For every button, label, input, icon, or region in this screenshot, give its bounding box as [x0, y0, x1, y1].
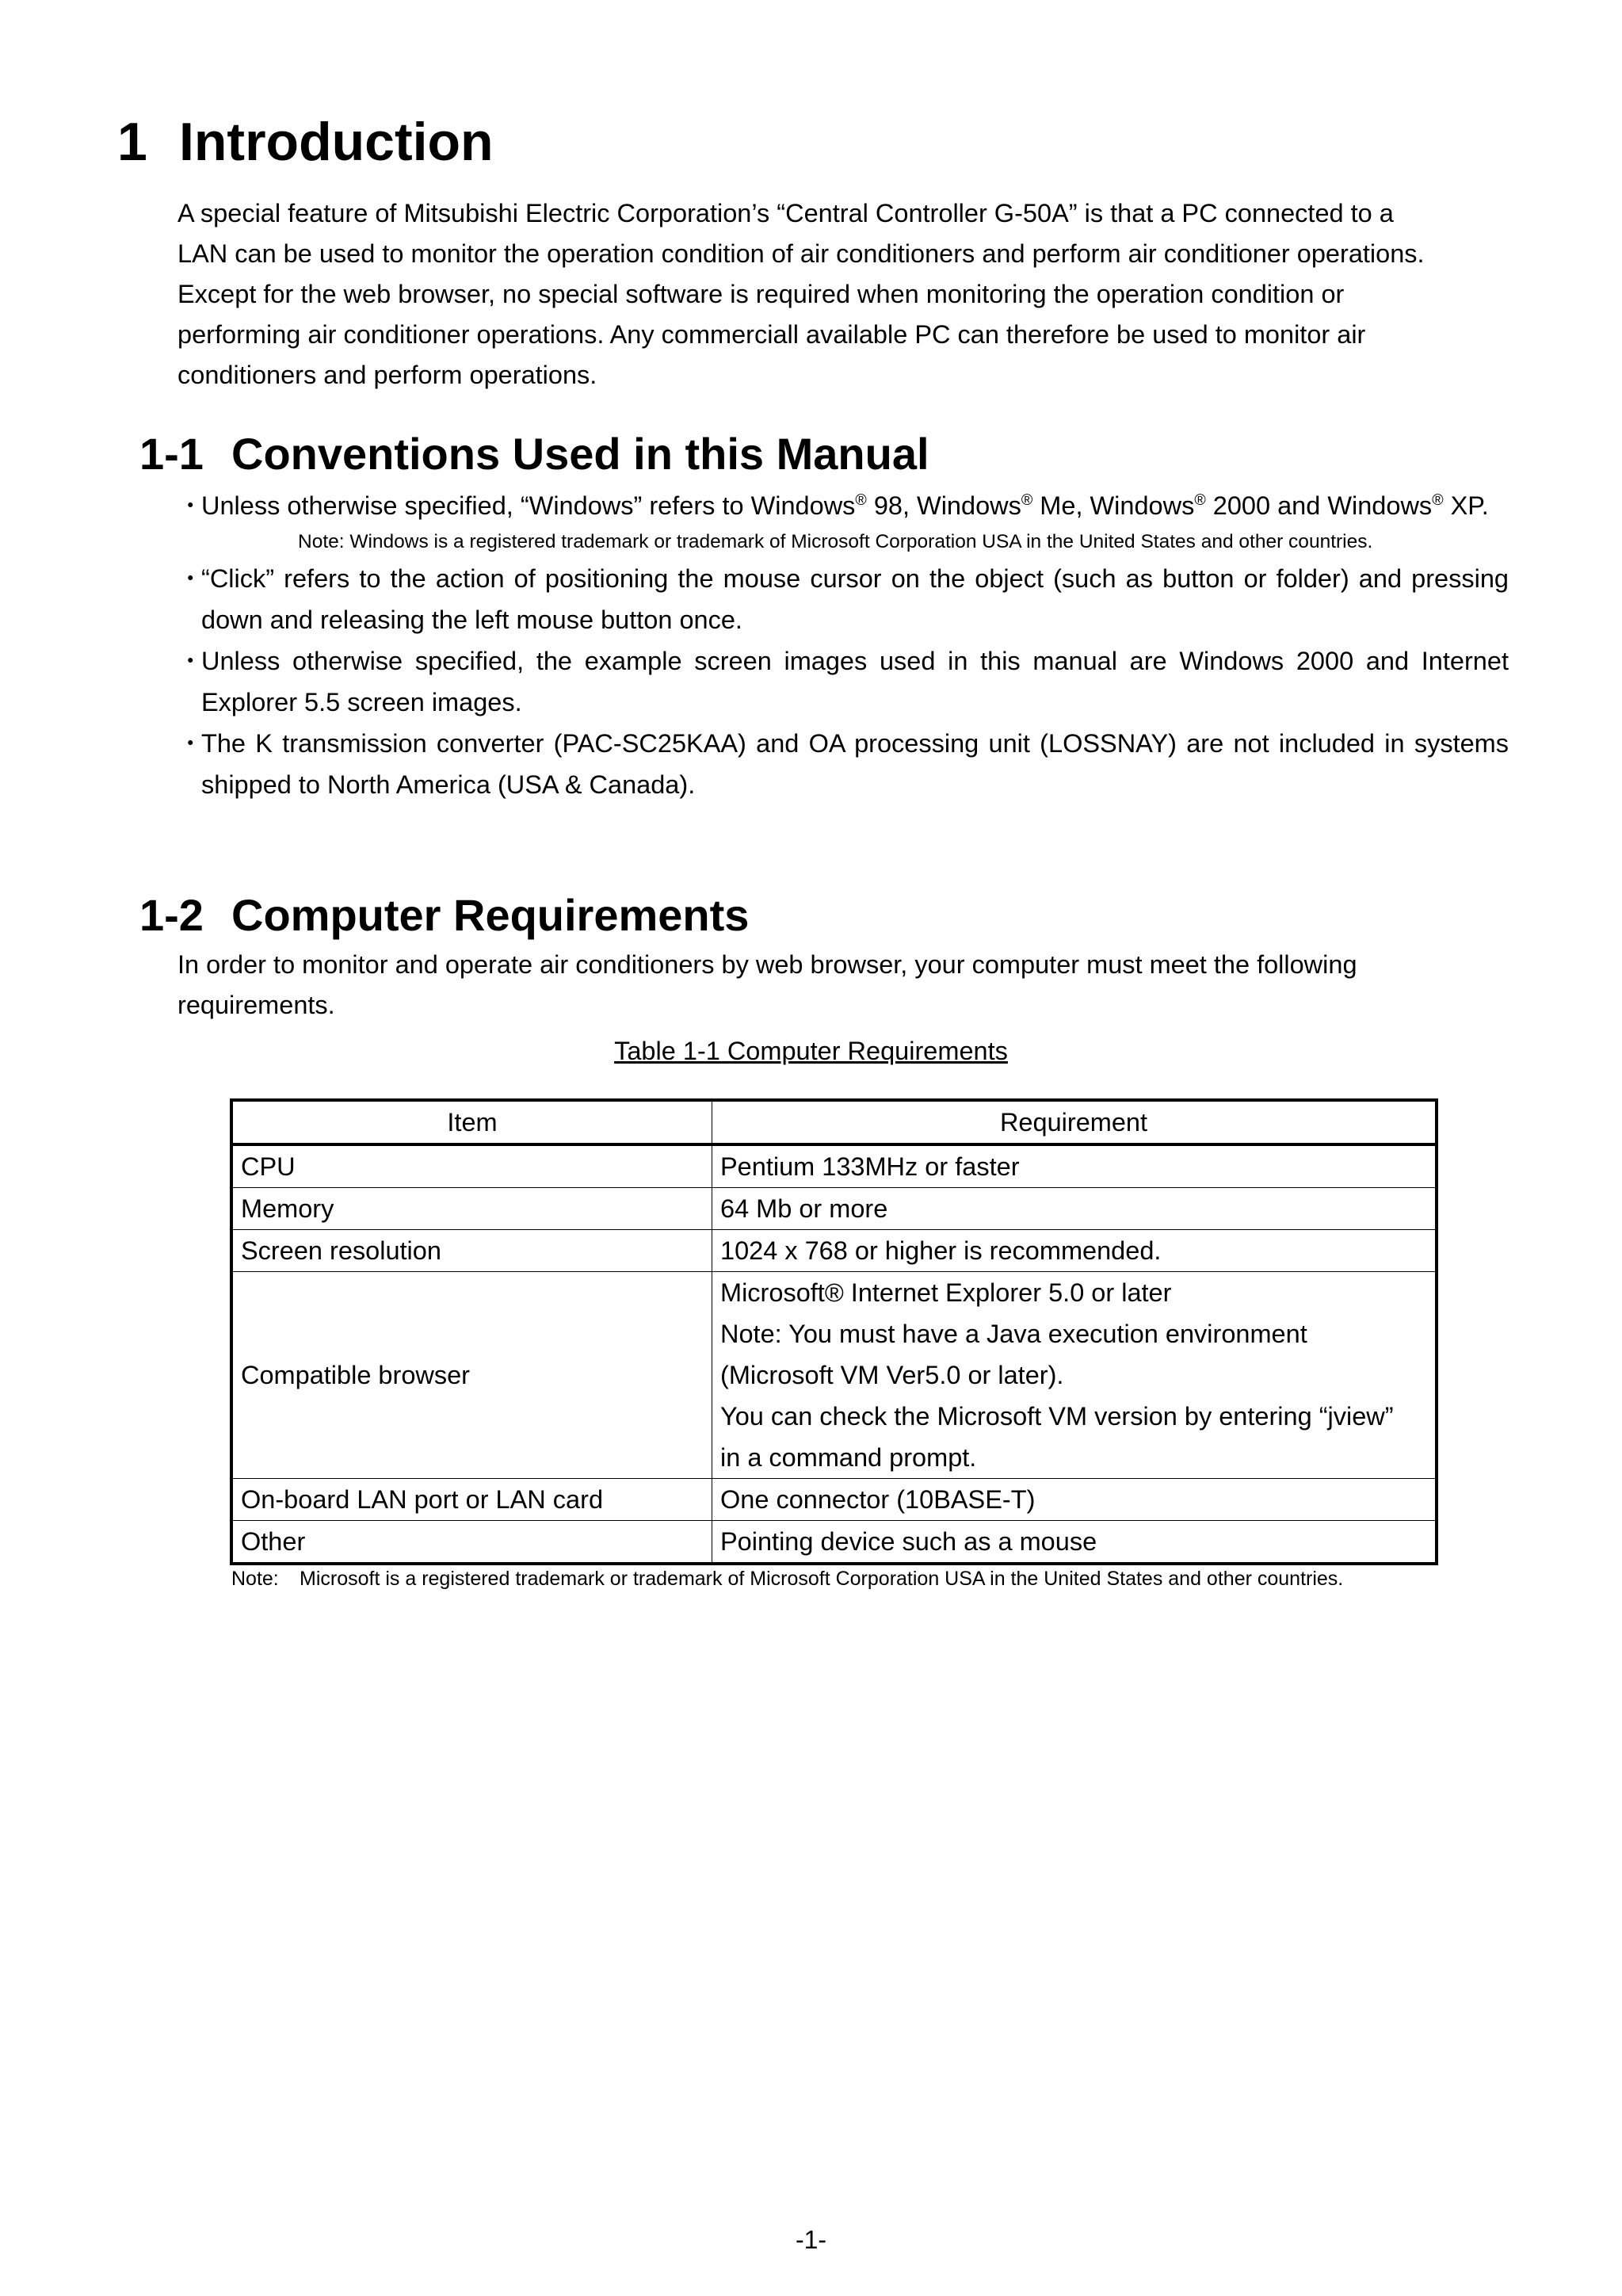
table-caption: Table 1-1 Computer Requirements: [614, 1037, 1008, 1065]
intro-line: performing air conditioner operations. Any commerciall available PC can therefore be used to monitor air: [177, 320, 1366, 349]
bullet-text: The K transmission converter (PAC-SC25KAA) and OA processing unit (LOSSNAY) are not included in systems shipped to North America (USA & Canada).: [201, 729, 1509, 799]
intro-paragraph: [177, 193, 1509, 395]
bullet-mark: ・: [177, 647, 204, 675]
bullet-mark: ・: [177, 564, 204, 593]
section-1-number: 1: [117, 112, 147, 172]
table-row: [231, 1521, 1437, 1564]
item-cell: CPU: [231, 1144, 712, 1188]
note-text: Microsoft is a registered trademark or trademark of Microsoft Corporation USA in the United States and other countries.: [300, 1568, 1344, 1590]
requirements-intro: [177, 945, 1509, 1026]
list-item: [177, 723, 1509, 805]
section-1-2-number: 1-2: [139, 890, 204, 940]
intro-line: LAN can be used to monitor the operation condition of air conditioners and perform air conditioner operations.: [177, 239, 1425, 268]
item-cell: On-board LAN port or LAN card: [231, 1479, 712, 1521]
section-1-heading: [117, 113, 494, 172]
table-row: [231, 1479, 1437, 1521]
list-item: [177, 640, 1509, 723]
registered-mark: ®: [1194, 491, 1206, 510]
table-row: [231, 1272, 1437, 1479]
registered-mark: ®: [855, 491, 867, 510]
conventions-list: [177, 485, 1509, 805]
table-row: [231, 1144, 1437, 1188]
registered-mark: ®: [1432, 491, 1444, 510]
requirements-intro-line: In order to monitor and operate air conditioners by web browser, your computer must meet the following: [177, 950, 1357, 979]
intro-line: Except for the web browser, no special software is required when monitoring the operation condition or: [177, 280, 1345, 308]
intro-line: conditioners and perform operations.: [177, 361, 597, 389]
section-1-2-heading: [139, 891, 749, 940]
item-cell: Other: [231, 1521, 712, 1564]
list-item: [177, 485, 1509, 526]
table-row: [231, 1188, 1437, 1230]
requirement-cell: 64 Mb or more: [712, 1188, 1437, 1230]
item-cell: Memory: [231, 1188, 712, 1230]
requirement-cell: One connector (10BASE-T): [712, 1479, 1437, 1521]
requirement-cell: 1024 x 768 or higher is recommended.: [712, 1230, 1437, 1272]
item-cell: Screen resolution: [231, 1230, 712, 1272]
section-1-1-number: 1-1: [139, 429, 204, 479]
column-header-item: Item: [231, 1100, 712, 1144]
table-header-row: [231, 1100, 1437, 1144]
bullet-mark: ・: [177, 729, 204, 758]
note-label: Note:: [231, 1568, 279, 1590]
requirements-table: [230, 1098, 1438, 1565]
section-1-1-title: Conventions Used in this Manual: [231, 429, 929, 479]
bullet-text: Unless otherwise specified, the example screen images used in this manual are Windows 2000 and Internet Explorer 5.5 screen images.: [201, 647, 1509, 716]
table-row: [231, 1230, 1437, 1272]
bullet-text: Unless otherwise specified, “Windows” refers to Windows® 98, Windows® Me, Windows® 2000 and Windows® XP.: [201, 491, 1489, 520]
microsoft-trademark-note: [231, 1568, 1343, 1591]
list-item: [177, 558, 1509, 640]
section-1-2-title: Computer Requirements: [231, 890, 750, 940]
bullet-mark: ・: [177, 491, 204, 520]
section-1-1-heading: [139, 430, 929, 479]
column-header-requirement: Requirement: [712, 1100, 1437, 1144]
bullet-text: “Click” refers to the action of positioning the mouse cursor on the object (such as button or folder) and pressing down and releasing the left mouse button once.: [201, 564, 1509, 634]
requirement-cell: Pentium 133MHz or faster: [712, 1144, 1437, 1188]
intro-line: A special feature of Mitsubishi Electric Corporation’s “Central Controller G-50A” is that a PC connected to a: [177, 199, 1394, 227]
requirements-intro-line: requirements.: [177, 991, 335, 1019]
section-1-title: Introduction: [179, 112, 494, 172]
requirement-cell: Microsoft® Internet Explorer 5.0 or later Note: You must have a Java execution environment (Microsoft VM Ver5.0 or later). You can check the Microsoft VM version by entering “jview” in a command prompt.: [712, 1272, 1437, 1479]
registered-mark: ®: [1021, 491, 1033, 510]
item-cell: Compatible browser: [231, 1272, 712, 1479]
requirement-cell: Pointing device such as a mouse: [712, 1521, 1437, 1564]
windows-trademark-note: Note: Windows is a registered trademark or trademark of Microsoft Corporation USA in the United States and other countries.: [298, 531, 1373, 552]
page-number: -1-: [795, 2225, 827, 2254]
